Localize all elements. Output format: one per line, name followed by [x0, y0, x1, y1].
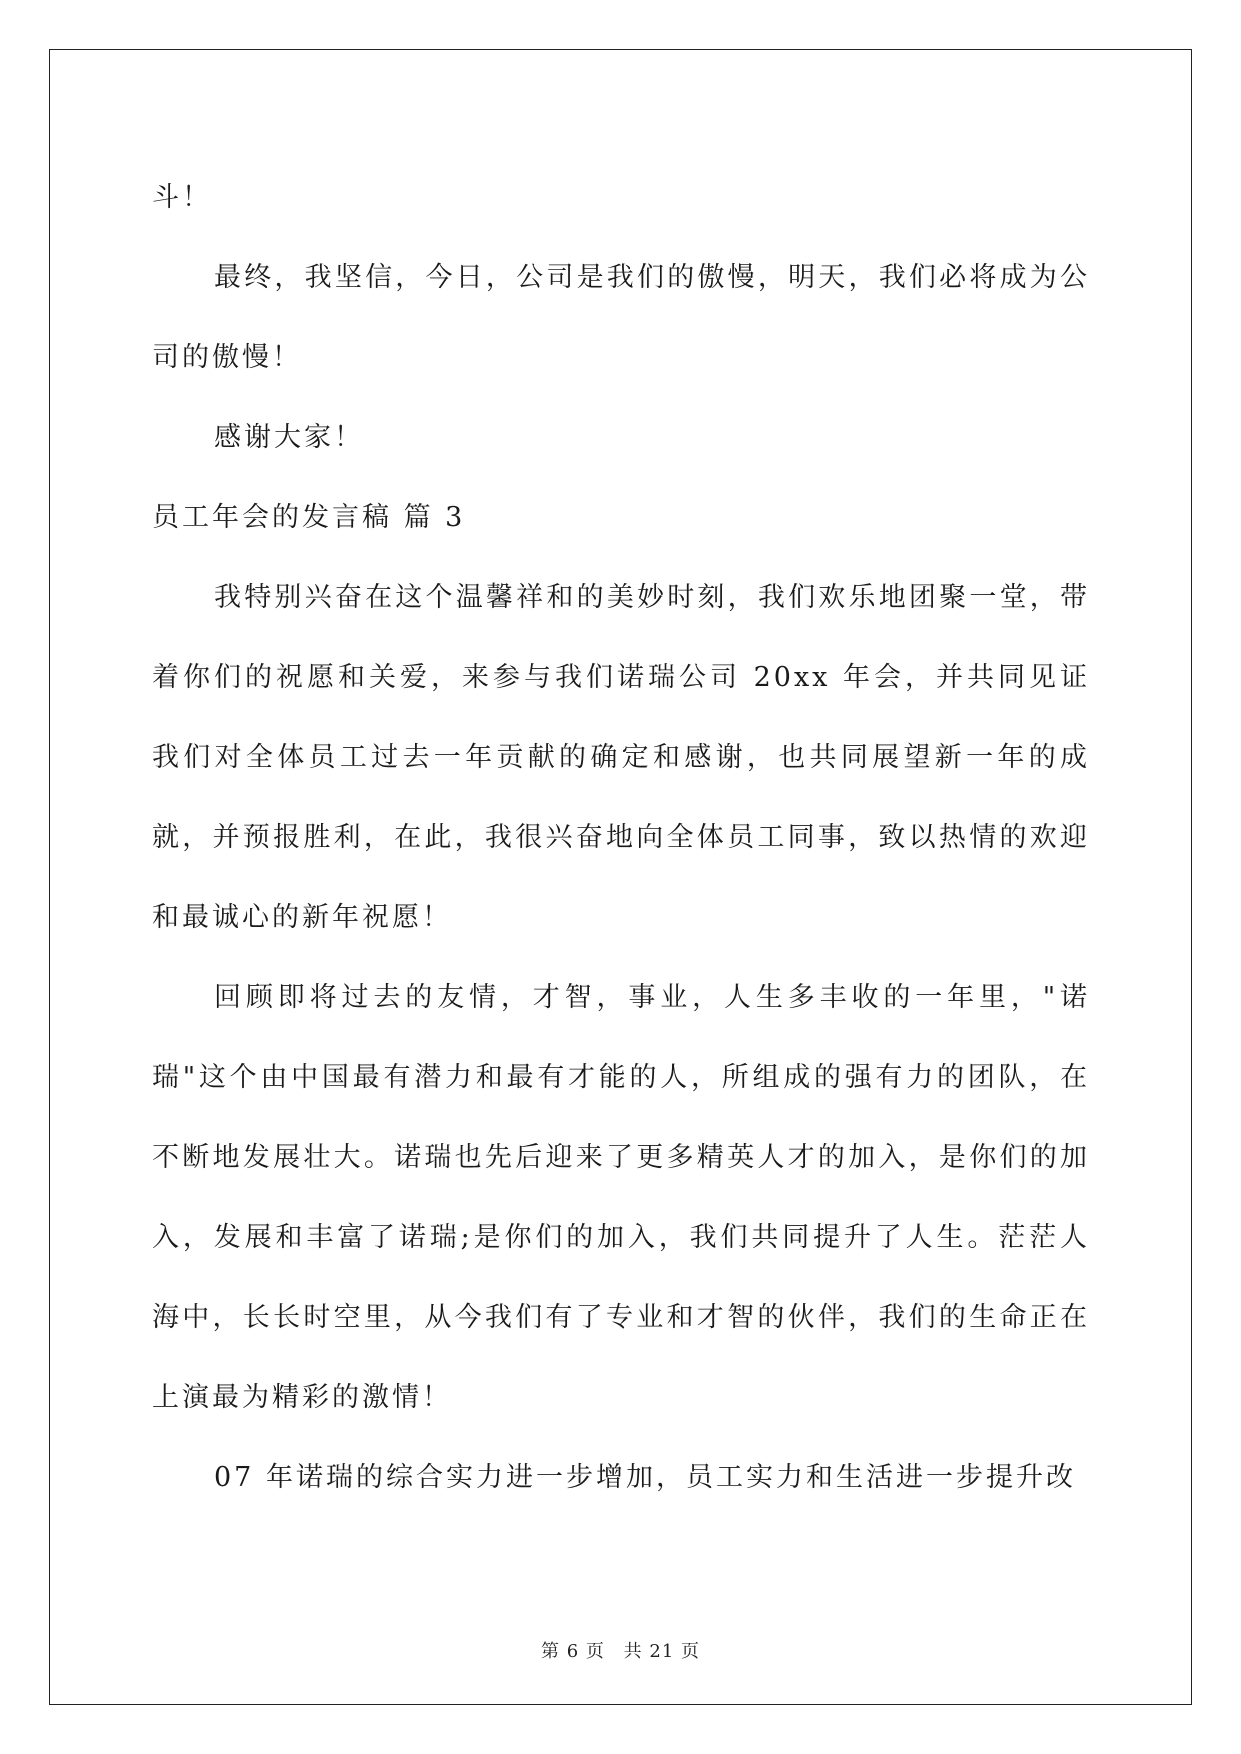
paragraph-4: 我特别兴奋在这个温馨祥和的美妙时刻，我们欢乐地团聚一堂，带着你们的祝愿和关爱，来参与我们诺瑞公司 20xx 年会，并共同见证我们对全体员工过去一年贡献的确定和感谢，也共同展望新一年的成就，并预报胜利，在此，我很兴奋地向全体员工同事，致以热情的欢迎和最诚心的新年祝愿！ — [152, 582, 1090, 933]
page-number: 第 6 页 — [541, 1641, 605, 1662]
paragraph-5: 回顾即将过去的友情，才智，事业，人生多丰收的一年里，"诺瑞"这个由中国最有潜力和最有才能的人，所组成的强有力的团队，在不断地发展壮大。诺瑞也先后迎来了更多精英人才的加入，是你们的加入，发展和丰富了诺瑞;是你们的加入，我们共同提升了人生。茫茫人海中，长长时空里，从今我们有了专业和才智的伙伴，我们的生命正在上演最为精彩的激情！ — [152, 982, 1090, 1413]
document-body — [152, 158, 1090, 1518]
paragraph-6: 07 年诺瑞的综合实力进一步增加，员工实力和生活进一步提升改 — [214, 1462, 1076, 1493]
paragraph-3: 感谢大家！ — [214, 422, 364, 453]
page-total: 共 21 页 — [623, 1641, 700, 1662]
paragraph-2: 最终，我坚信，今日，公司是我们的傲慢，明天，我们必将成为公司的傲慢！ — [152, 262, 1090, 373]
page-footer — [0, 1637, 1241, 1663]
section-heading: 员工年会的发言稿 篇 3 — [152, 502, 466, 533]
paragraph-1: 斗！ — [152, 182, 212, 213]
